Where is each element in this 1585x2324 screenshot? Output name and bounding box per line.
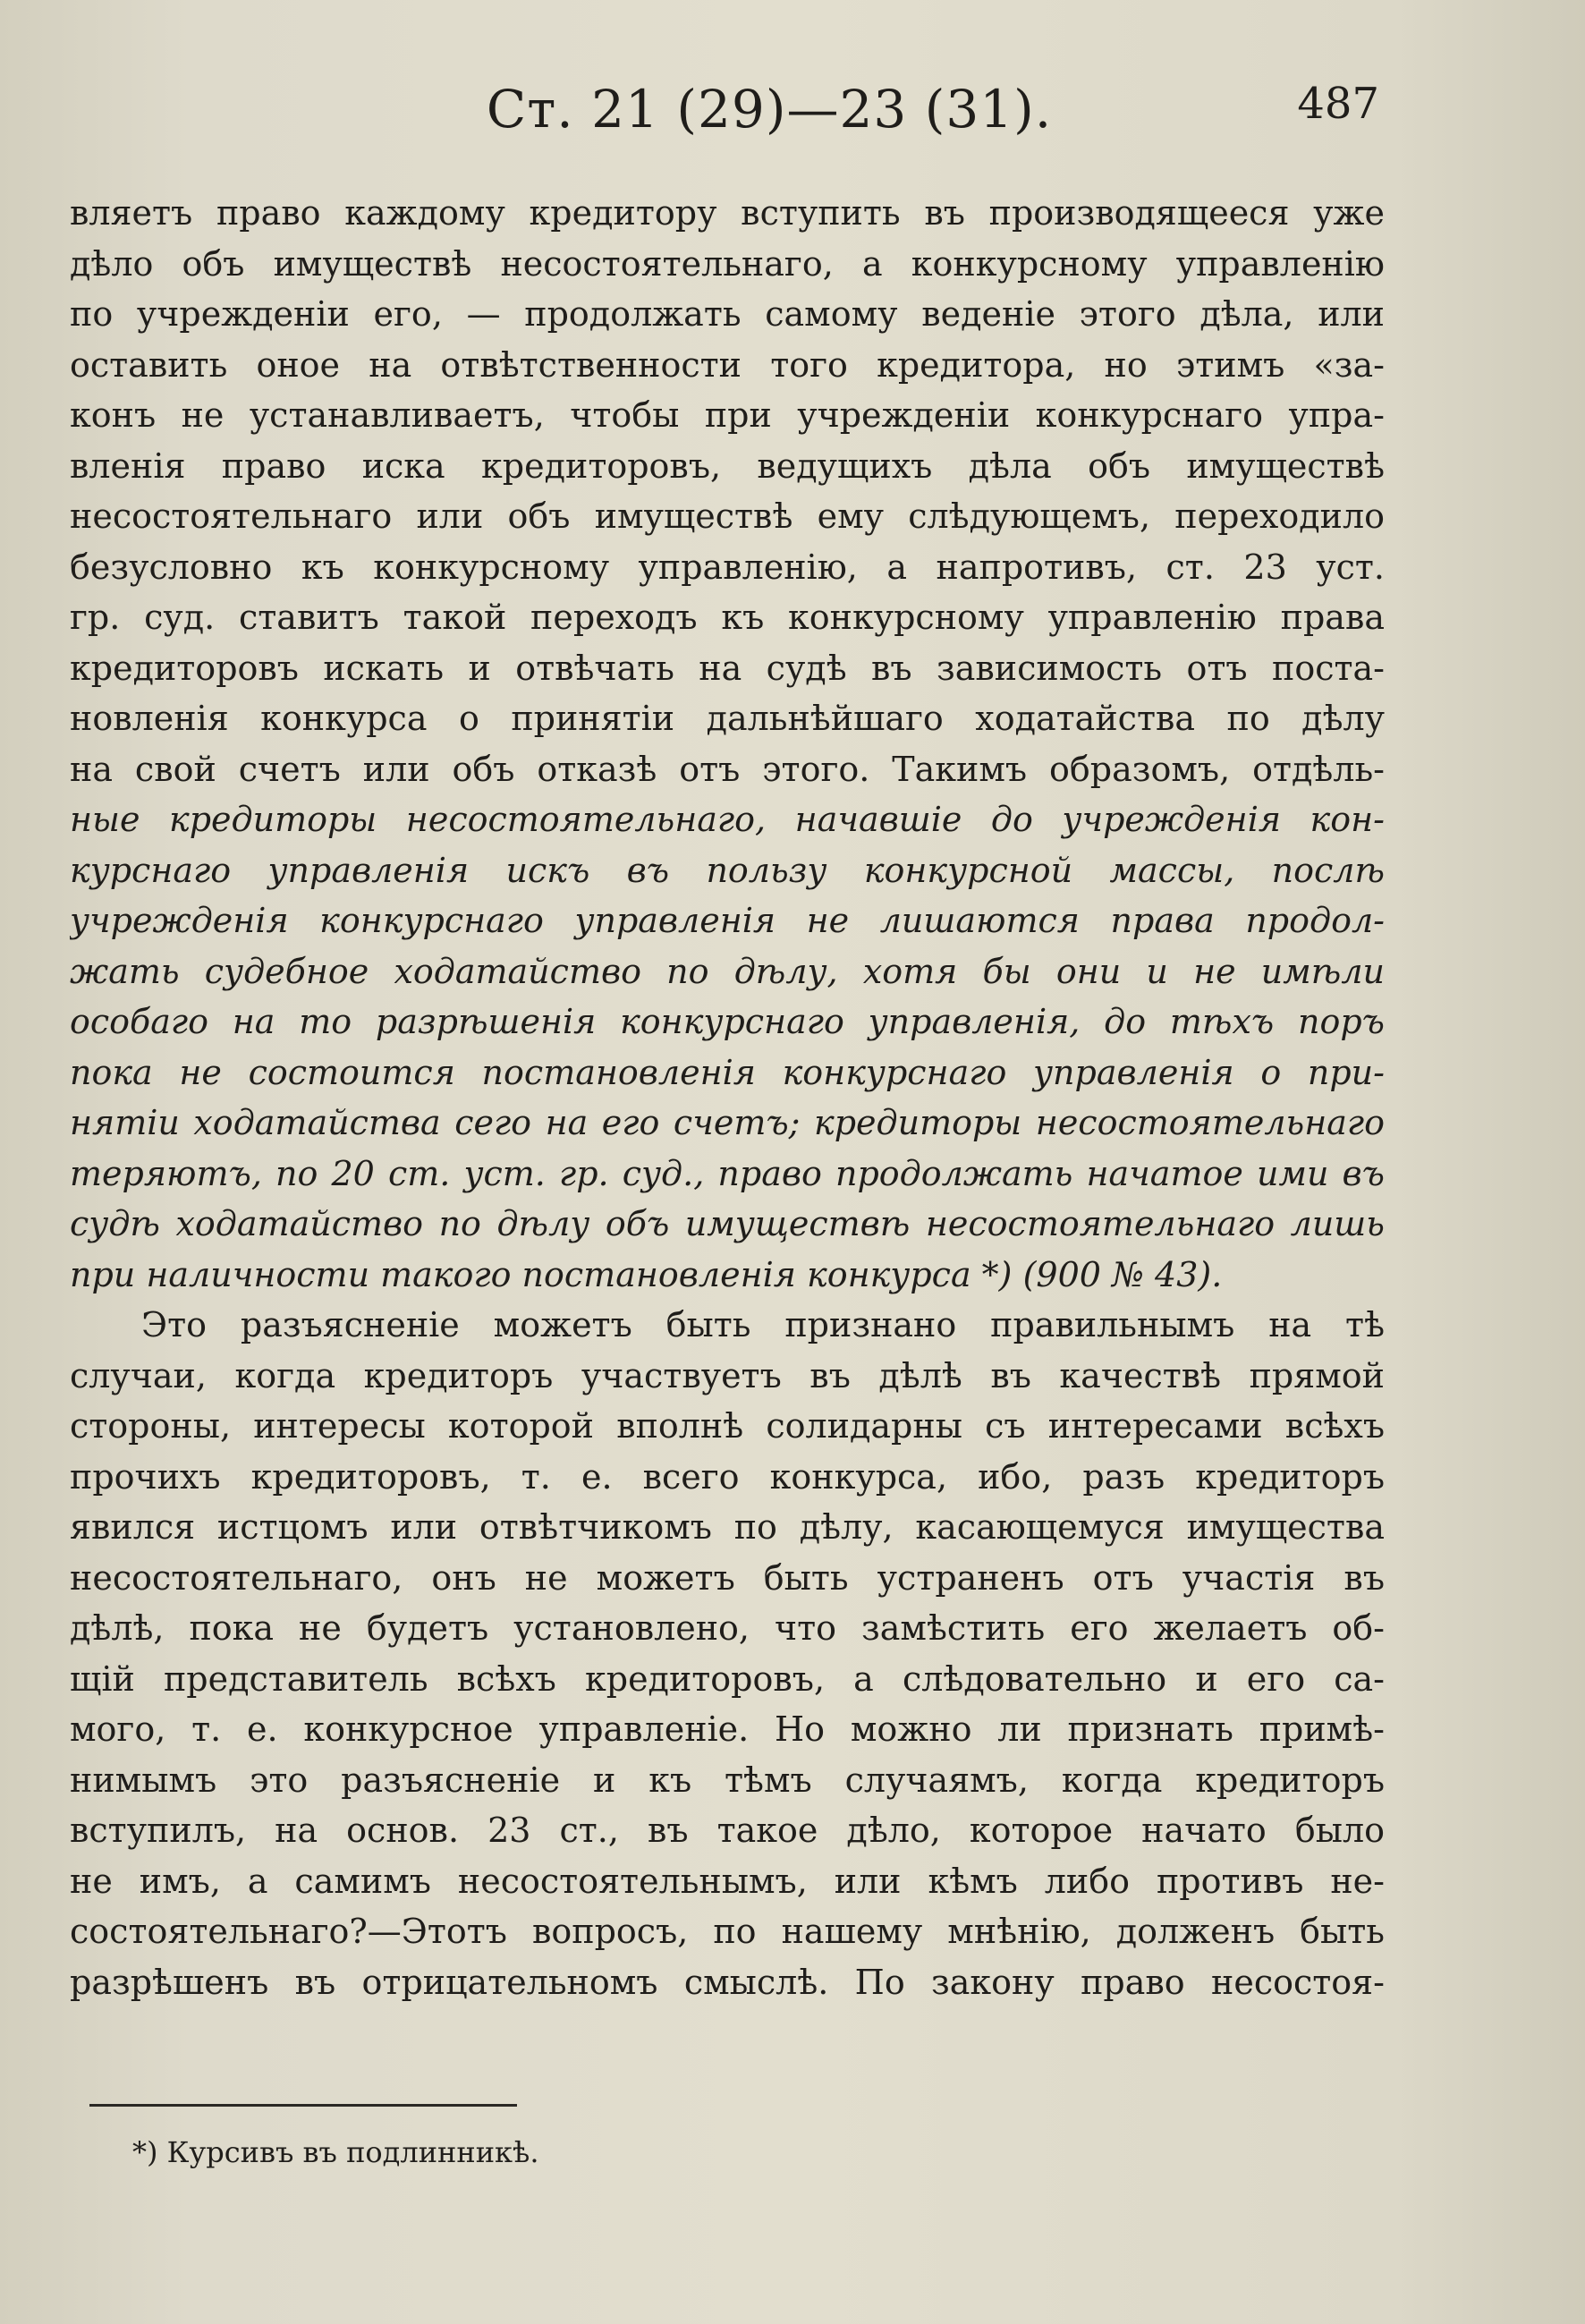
text-line-italic: ные кредиторы несостоятельнаго, начавшіе до учрежденія кон- [70, 800, 1385, 839]
text-line-italic: судѣ ходатайство по дѣлу объ имуществѣ несостоятельнаго лишь [70, 1204, 1385, 1243]
text-line-italic: теряютъ, по 20 ст. уст. гр. суд., право продолжать начатое ими въ [70, 1153, 1385, 1193]
text-line: гр. суд. ставитъ такой переходъ къ конкурсному управленію права [70, 598, 1385, 637]
text-line: разрѣшенъ въ отрицательномъ смыслѣ. По закону право несостоя- [70, 1962, 1385, 2002]
text-line-italic: жать судебное ходатайство по дѣлу, хотя бы они и не имѣли [70, 951, 1385, 991]
text-line-italic: курснаго управленія искъ въ пользу конкурсной массы, послѣ [70, 850, 1385, 890]
text-line: нимымъ это разъясненіе и къ тѣмъ случаямъ, когда кредиторъ [70, 1760, 1385, 1800]
text-line: новленія конкурса о принятіи дальнѣйшаго ходатайства по дѣлу [70, 699, 1385, 738]
page-number: 487 [1297, 79, 1379, 129]
body-text [70, 188, 1385, 2007]
text-line-italic: пока не состоится постановленія конкурснаго управленія о при- [70, 1052, 1385, 1092]
text-line: вленія право иска кредиторовъ, ведущихъ дѣла объ имуществѣ [70, 445, 1385, 486]
text-line-italic: при наличности такого постановленія конкурса *) (900 № 43). [70, 1254, 1223, 1294]
text-line: мого, т. е. конкурсное управленіе. Но можно ли признать примѣ- [70, 1709, 1385, 1749]
text-line: несостоятельнаго, онъ не можетъ быть устраненъ отъ участія въ [70, 1557, 1385, 1598]
text-line: вступилъ, на основ. 23 ст., въ такое дѣло, которое начато было [70, 1811, 1385, 1850]
text-line: случаи, когда кредиторъ участвуетъ въ дѣлѣ въ качествѣ прямой [70, 1355, 1385, 1395]
text-line-italic: нятіи ходатайства сего на его счетъ; кредиторы несостоятельнаго [70, 1103, 1385, 1142]
text-line-italic: учрежденія конкурснаго управленія не лишаются права продол- [70, 901, 1385, 940]
text-line: несостоятельнаго или объ имуществѣ ему слѣдующемъ, переходило [70, 496, 1385, 536]
text-line: дѣло объ имуществѣ несостоятельнаго, а конкурсному управленію [70, 243, 1385, 284]
text-line: явился истцомъ или отвѣтчикомъ по дѣлу, касающемуся имущества [70, 1507, 1385, 1547]
text-line: по учрежденіи его, — продолжать самому веденіе этого дѣла, или [70, 294, 1385, 334]
text-line: щій представитель всѣхъ кредиторовъ, а слѣдовательно и его са- [70, 1658, 1385, 1699]
text-line: вляетъ право каждому кредитору вступить въ производящееся уже [70, 193, 1385, 233]
text-line: состоятельнаго?—Этотъ вопросъ, по нашему мнѣнію, долженъ быть [70, 1912, 1385, 1951]
footnote-divider [89, 2104, 517, 2107]
text-line: Это разъясненіе можетъ быть признано правильнымъ на тѣ [141, 1305, 1385, 1344]
text-line-italic: особаго на то разрѣшенія конкурснаго управленія, до тѣхъ поръ [70, 1002, 1385, 1041]
footnote: *) Курсивъ въ подлинникѣ. [132, 2135, 539, 2169]
text-line: на свой счетъ или объ отказѣ отъ этого. Такимъ образомъ, отдѣль- [70, 749, 1385, 789]
running-head: Ст. 21 (29)—23 (31). [486, 79, 1053, 140]
text-line: конъ не устанавливаетъ, чтобы при учрежденіи конкурснаго упра- [70, 395, 1385, 435]
text-line: кредиторовъ искать и отвѣчать на судѣ въ зависимость отъ поста- [70, 648, 1385, 688]
text-line: стороны, интересы которой вполнѣ солидарны съ интересами всѣхъ [70, 1406, 1385, 1446]
page-header [0, 79, 1585, 150]
text-line: оставить оное на отвѣтственности того кредитора, но этимъ «за- [70, 344, 1385, 385]
text-line: безусловно къ конкурсному управленію, а напротивъ, ст. 23 уст. [70, 547, 1385, 587]
text-line: дѣлѣ, пока не будетъ установлено, что замѣстить его желаетъ об- [70, 1608, 1385, 1648]
text-line: прочихъ кредиторовъ, т. е. всего конкурса, ибо, разъ кредиторъ [70, 1456, 1385, 1497]
text-line: не имъ, а самимъ несостоятельнымъ, или кѣмъ либо противъ не- [70, 1861, 1385, 1901]
